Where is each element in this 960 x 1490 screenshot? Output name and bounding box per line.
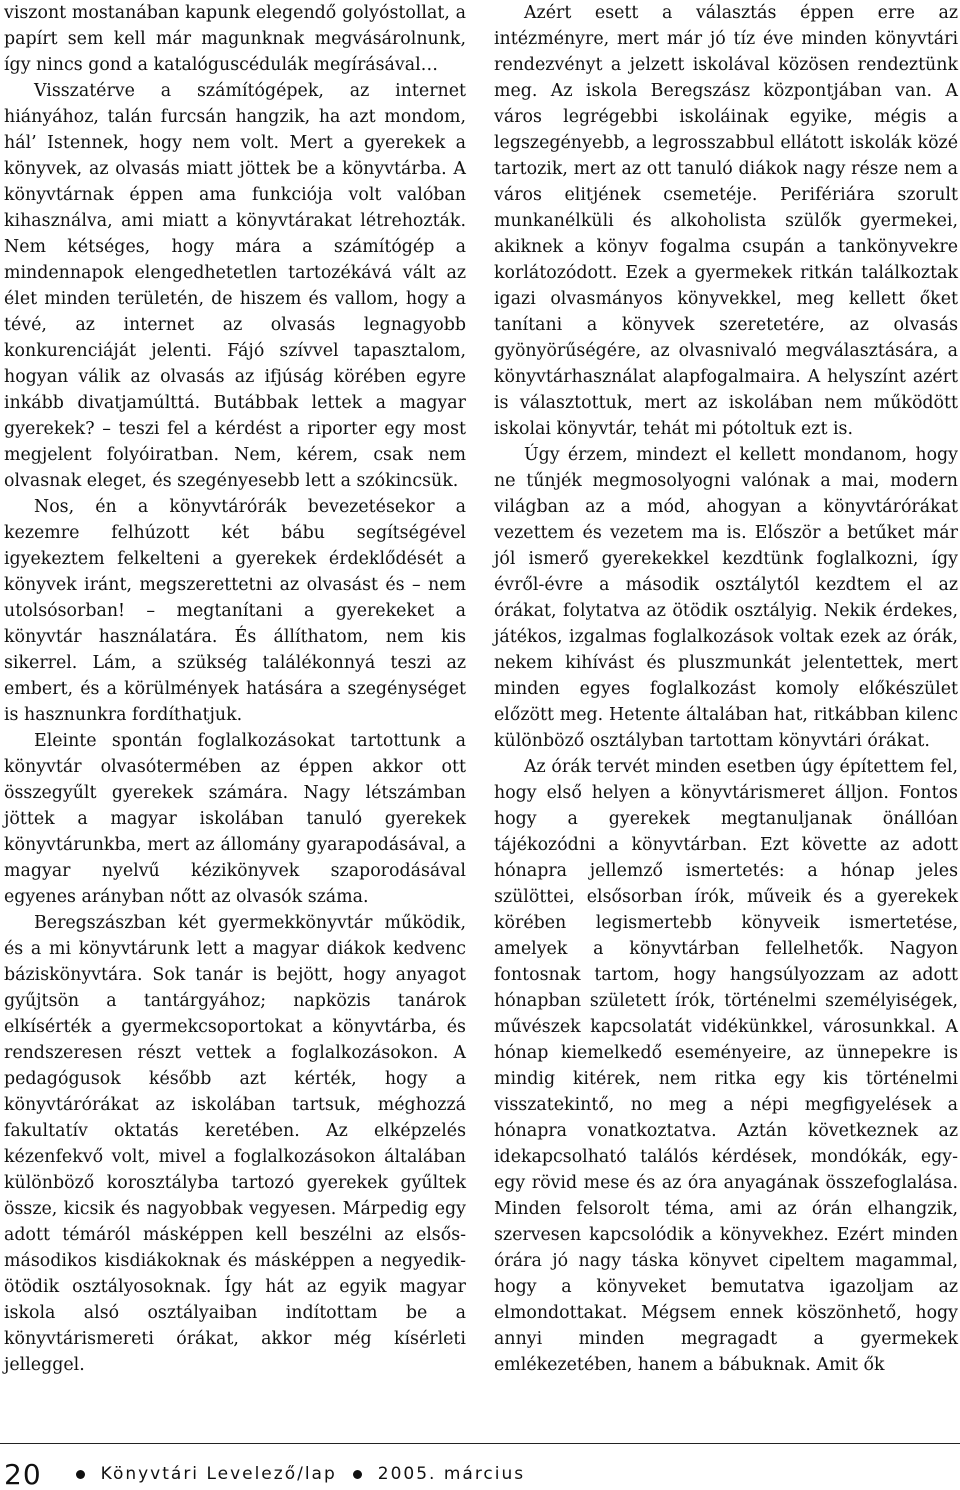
right-text-column (494, 0, 958, 1378)
bullet-dot-icon (76, 1470, 85, 1479)
left-text-column (4, 0, 466, 1378)
paragraph: Az órák tervét minden esetben úgy építettem fel, hogy első helyen a könyvtárismeret álljon. Fontos hogy a gyerekek megtanuljanak önállóan tájékozódni a könyvtárban. Ezt követte az adott hónapra jellemző ismertetés: a hónap jeles szülöttei, elsősorban írók, műveik és a gyerekek körében legismertebb könyveik ismertetése, amelyek a könyvtárban fellelhetők. Nagyon fontosnak tartom, hogy hangsúlyozzam az adott hónapban született írók, történelmi személyiségek, művészek kapcsolatát vidékünkkel, városunkkal. A hónap kiemelkedő eseményeire, az ünnepekre is mindig kitérek, nem ritka egy kis történelmi visszatekintő, no meg a népi megfigyelések a hónapra vonatkoztatva. Aztán következnek az idekapcsolható találós kérdések, mondókák, egy-egy rövid mese és az óra anyagának összefoglalása. Minden felsorolt téma, ami az órán elhangzik, szervesen kapcsolódik a könyvekhez. Ezért minden órára jó nagy táska könyvet cipeltem magammal, hogy a könyveket bemutatva igazoljam az elmondottakat. Mégsem ennek köszönhető, hogy annyi minden megragadt a gyermekek emlékezetében, hanem a bábuknak. Amit ők (494, 757, 958, 1375)
page-footer (4, 1457, 525, 1490)
paragraph: Úgy érzem, mindezt el kellett mondanom, hogy ne tűnjék megmosolyogni valónak a mai, modern világban az a mód, ahogyan a könyvtárórákat vezettem és vezetem ma is. Először a betűket már jól ismerő gyerekekkel kezdtünk foglalkozni, így évről-évre a második osztálytól kezdtem el az órákat, folytatva az ötödik osztályig. Nekik érdekes, játékos, izgalmas foglalkozások voltak ezek az órák, nekem kihívást és pluszmunkát jelentettek, mert minden egyes foglalkozást komoly előkészület előzött meg. Hetente általában hat, ritkábban kilenc különböző osztályban tartottam könyvtári órákat. (494, 445, 958, 751)
journal-title: Könyvtári Levelező/lap (100, 1464, 337, 1484)
paragraph: Eleinte spontán foglalkozásokat tartottunk a könyvtár olvasótermében az éppen akkor ott összegyűlt gyerekek számára. Nagy létszámban jöttek a magyar iskolában tanuló gyerekek könyvtárunkba, mert az állomány gyarapodásával, a magyar nyelvű kézikönyvek szaporodásával egyenes arányban nőtt az olvasók száma. (4, 731, 466, 907)
paragraph: Beregszászban két gyermekkönyvtár működik, és a mi könyvtárunk lett a magyar diákok kedvenc báziskönyvtára. Sok tanár is bejött, hogy anyagot gyűjtsön a tantárgyához; napközis tanárok elkísérték a gyermekcsoportokat a könyvtárba, és rendszeresen részt vettek a foglalkozásokon. A pedagógusok később azt kérték, hogy a könyvtárórákat az iskolában tartsuk, méghozzá fakultatív oktatás keretében. Az elképzelés kézenfekvő volt, mivel a foglalkozásokon általában különböző korosztályba tartozó gyerekek gyűltek össze, kicsik és nagyobbak vegyesen. Márpedig egy adott témáról másképpen kell beszélni az elsős-másodikos kisdiákoknak és másképpen a negyedik-ötödik osztályosoknak. Így hát az egyik magyar iskola alsó osztályaiban indítottam be a könyvtárismereti órákat, akkor még kísérleti jelleggel. (4, 913, 466, 1375)
page-number: 20 (4, 1457, 42, 1490)
paragraph: Nos, én a könyvtárórák bevezetésekor a kezemre felhúzott két bábu segítségével igyekeztem felkelteni a gyerekek érdeklődését a könyvek iránt, megszerettetni az olvasást és – nem utolsósorban! – megtanítani a gyerekeket a könyvtár használatára. És állíthatom, nem kis sikerrel. Lám, a szükség találékonnyá teszi az embert, és a körülmények hatására a szegénységet is hasznunkra fordíthatjuk. (4, 497, 466, 725)
paragraph: Visszatérve a számítógépek, az internet hiányához, talán furcsán hangzik, ha azt mondom, hál’ Istennek, hogy nem volt. Mert a gyerekek a könyvek, az olvasás miatt jöttek be a könyvtárba. A könyvtárnak éppen ama funkciója volt valóban kihasználva, ami miatt a könyvtárakat létrehozták. Nem kétséges, hogy mára a számítógép a mindennapok elengedhetetlen tartozékává vált az élet minden területén, de hiszem és vallom, hogy a tévé, az internet az olvasás legnagyobb konkurenciáját jelenti. Fájó szívvel tapasztalom, hogyan válik az olvasás az ifjúság körében egyre inkább divatjamúlttá. Butábbak lettek a magyar gyerekek? – teszi fel a kérdést a riporter egy most megjelent folyóiratban. Nem, kérem, csak nem olvasnak eleget, és szegényesebb lett a szókincsük. (4, 81, 466, 491)
bullet-dot-icon (353, 1470, 362, 1479)
paragraph: Azért esett a választás éppen erre az intézményre, mert már jó tíz éve minden könyvtári rendezvényt a jelzett iskolával közösen rendeztünk meg. Az iskola Beregszász központjában van. A város legrégebbi iskoláinak egyike, mégis a legszegényebb, a legrosszabbul ellátott iskolák közé tartozik, mert az ott tanuló diákok nagy része nem a város elitjének csemetéje. Perifériára szorult munkanélküli és alkoholista szülők gyermekei, akiknek a könyv fogalma csupán a tankönyvekre korlátozódott. Ezek a gyermekek ritkán találkoztak igazi olvasmányos könyvekkel, meg kellett őket tanítani a könyvek szeretetére, az olvasás gyönyörűségére, az olvasnivaló megválasztására, a könyvtárhasználat alapfogalmaira. A helyszínt azért is választottuk, mert az iskolában nem működött iskolai könyvtár, tehát mi pótoltuk ezt is. (494, 3, 958, 439)
paragraph: viszont mostanában kapunk elegendő golyóstollat, a papírt sem kell már magunknak megvásárolnunk, így nincs gond a katalóguscédulák megírásával… (4, 3, 466, 75)
footer-rule (0, 1443, 960, 1444)
issue-date: 2005. március (377, 1464, 526, 1484)
